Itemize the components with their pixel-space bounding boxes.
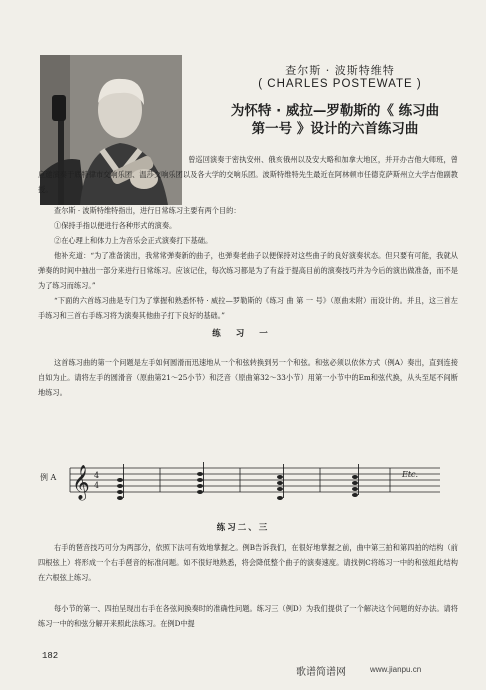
title-line-1: 为怀特 · 威拉—罗勒斯的《 练习曲 bbox=[230, 103, 440, 119]
exercise-1-paragraph: 这首练习曲的第一个问题是左手如何圆滑而迅速地从一个和弦转换到另一个和弦。和弦必须以依休方式（例A）奏出，直到连接自如为止。请将左手的圆滑音（原曲第21～25小节）和泛音（原曲第32～33小节）用第一小节中的Em和弦代换，从头至尾不间断地练习。 bbox=[38, 358, 458, 397]
exercise-2-3-paragraph: 每小节的第一、四拍呈现出右手在各弦间换奏时的准确性问题。练习三（例D）为我们提供了一个解决这个问题的好办法。请将练习一中的和弦分解开来照此法练习。在例D中提 bbox=[38, 604, 458, 628]
intro-section bbox=[38, 203, 458, 323]
intro-quote: 他补充道：“为了准备演出，我常常弹奏新的曲子，也弹奏老曲子以便保持对这些曲子的良好演奏状态。但只要有可能，我就从弹奏的时间中抽出一部分来进行日常练习。应该记住，每次练习都是为了有益于提高目前的演奏技巧并为今后的演出做准备，而不是为了练习而练习。” bbox=[38, 251, 458, 290]
section-heading-exercise-2-3: 练习二、三 bbox=[216, 523, 270, 533]
intro-quote: “下面的六首练习曲是专门为了掌握和熟悉怀特 · 威拉—罗勒斯的《练习 曲 第 一 号》（原曲未附）而设计的。并且，这三首左手练习和三首右手练习将为演奏其他曲子打下良好的基础。” bbox=[38, 296, 458, 320]
exercise-2-3-paragraph: 右手的琶音技巧可分为两部分，依照下法可有效地掌握之。例B告诉我们，在很好地掌握之前，曲中第三拍和第四拍的结构（前四根弦上）将形成一个右手琶音的标准问题。如不很好地熟悉，将会降低整个曲子的演奏速度。请找例C将练习一中的和弦组此结构在六根弦上练习。 bbox=[38, 543, 458, 582]
page-number: 182 bbox=[42, 651, 59, 661]
music-example-a bbox=[40, 458, 460, 506]
watermark-chinese: 歌谱简谱网 bbox=[296, 667, 346, 678]
section-heading-exercise-1: 练 习 一 bbox=[212, 329, 274, 339]
article-title bbox=[190, 102, 480, 138]
music-example-label: 例 A bbox=[40, 473, 57, 482]
exercise-2-3-text bbox=[38, 540, 458, 585]
bio-text: 曾巡回演奏于密执安州、俄亥俄州以及安大略和加拿大地区，并开办吉他大师班，曾应邀演奏于底特律市交响乐团、温莎交响乐团以及各大学的交响乐团。波斯特维特先生最近在阿林顿市任德克萨斯州立大学吉他副教授。 bbox=[38, 155, 458, 194]
svg-text:𝄞: 𝄞 bbox=[72, 465, 90, 500]
exercise-1-text bbox=[38, 355, 458, 400]
watermark-url: www.jianpu.cn bbox=[370, 665, 422, 674]
author-name-chinese: 查尔斯 · 波斯特维特 bbox=[285, 64, 395, 77]
music-etc-label: Etc. bbox=[402, 470, 419, 479]
music-staff bbox=[40, 458, 460, 506]
author-bio bbox=[38, 152, 458, 197]
intro-point: ②在心理上和体力上为音乐会正式演奏打下基础。 bbox=[54, 236, 213, 245]
exercise-2-3-text-continued bbox=[38, 601, 458, 631]
svg-text:4: 4 bbox=[94, 471, 100, 480]
author-name-english: ( CHARLES POSTEWATE ) bbox=[258, 78, 422, 90]
title-line-2: 第一号 》设计的六首练习曲 bbox=[251, 121, 419, 137]
intro-paragraph: 查尔斯 · 波斯特维特指出，进行日常练习主要有两个目的： bbox=[54, 206, 241, 215]
svg-text:4: 4 bbox=[94, 481, 100, 490]
intro-point: ①保持手指以便进行各种形式的演奏。 bbox=[54, 221, 177, 230]
